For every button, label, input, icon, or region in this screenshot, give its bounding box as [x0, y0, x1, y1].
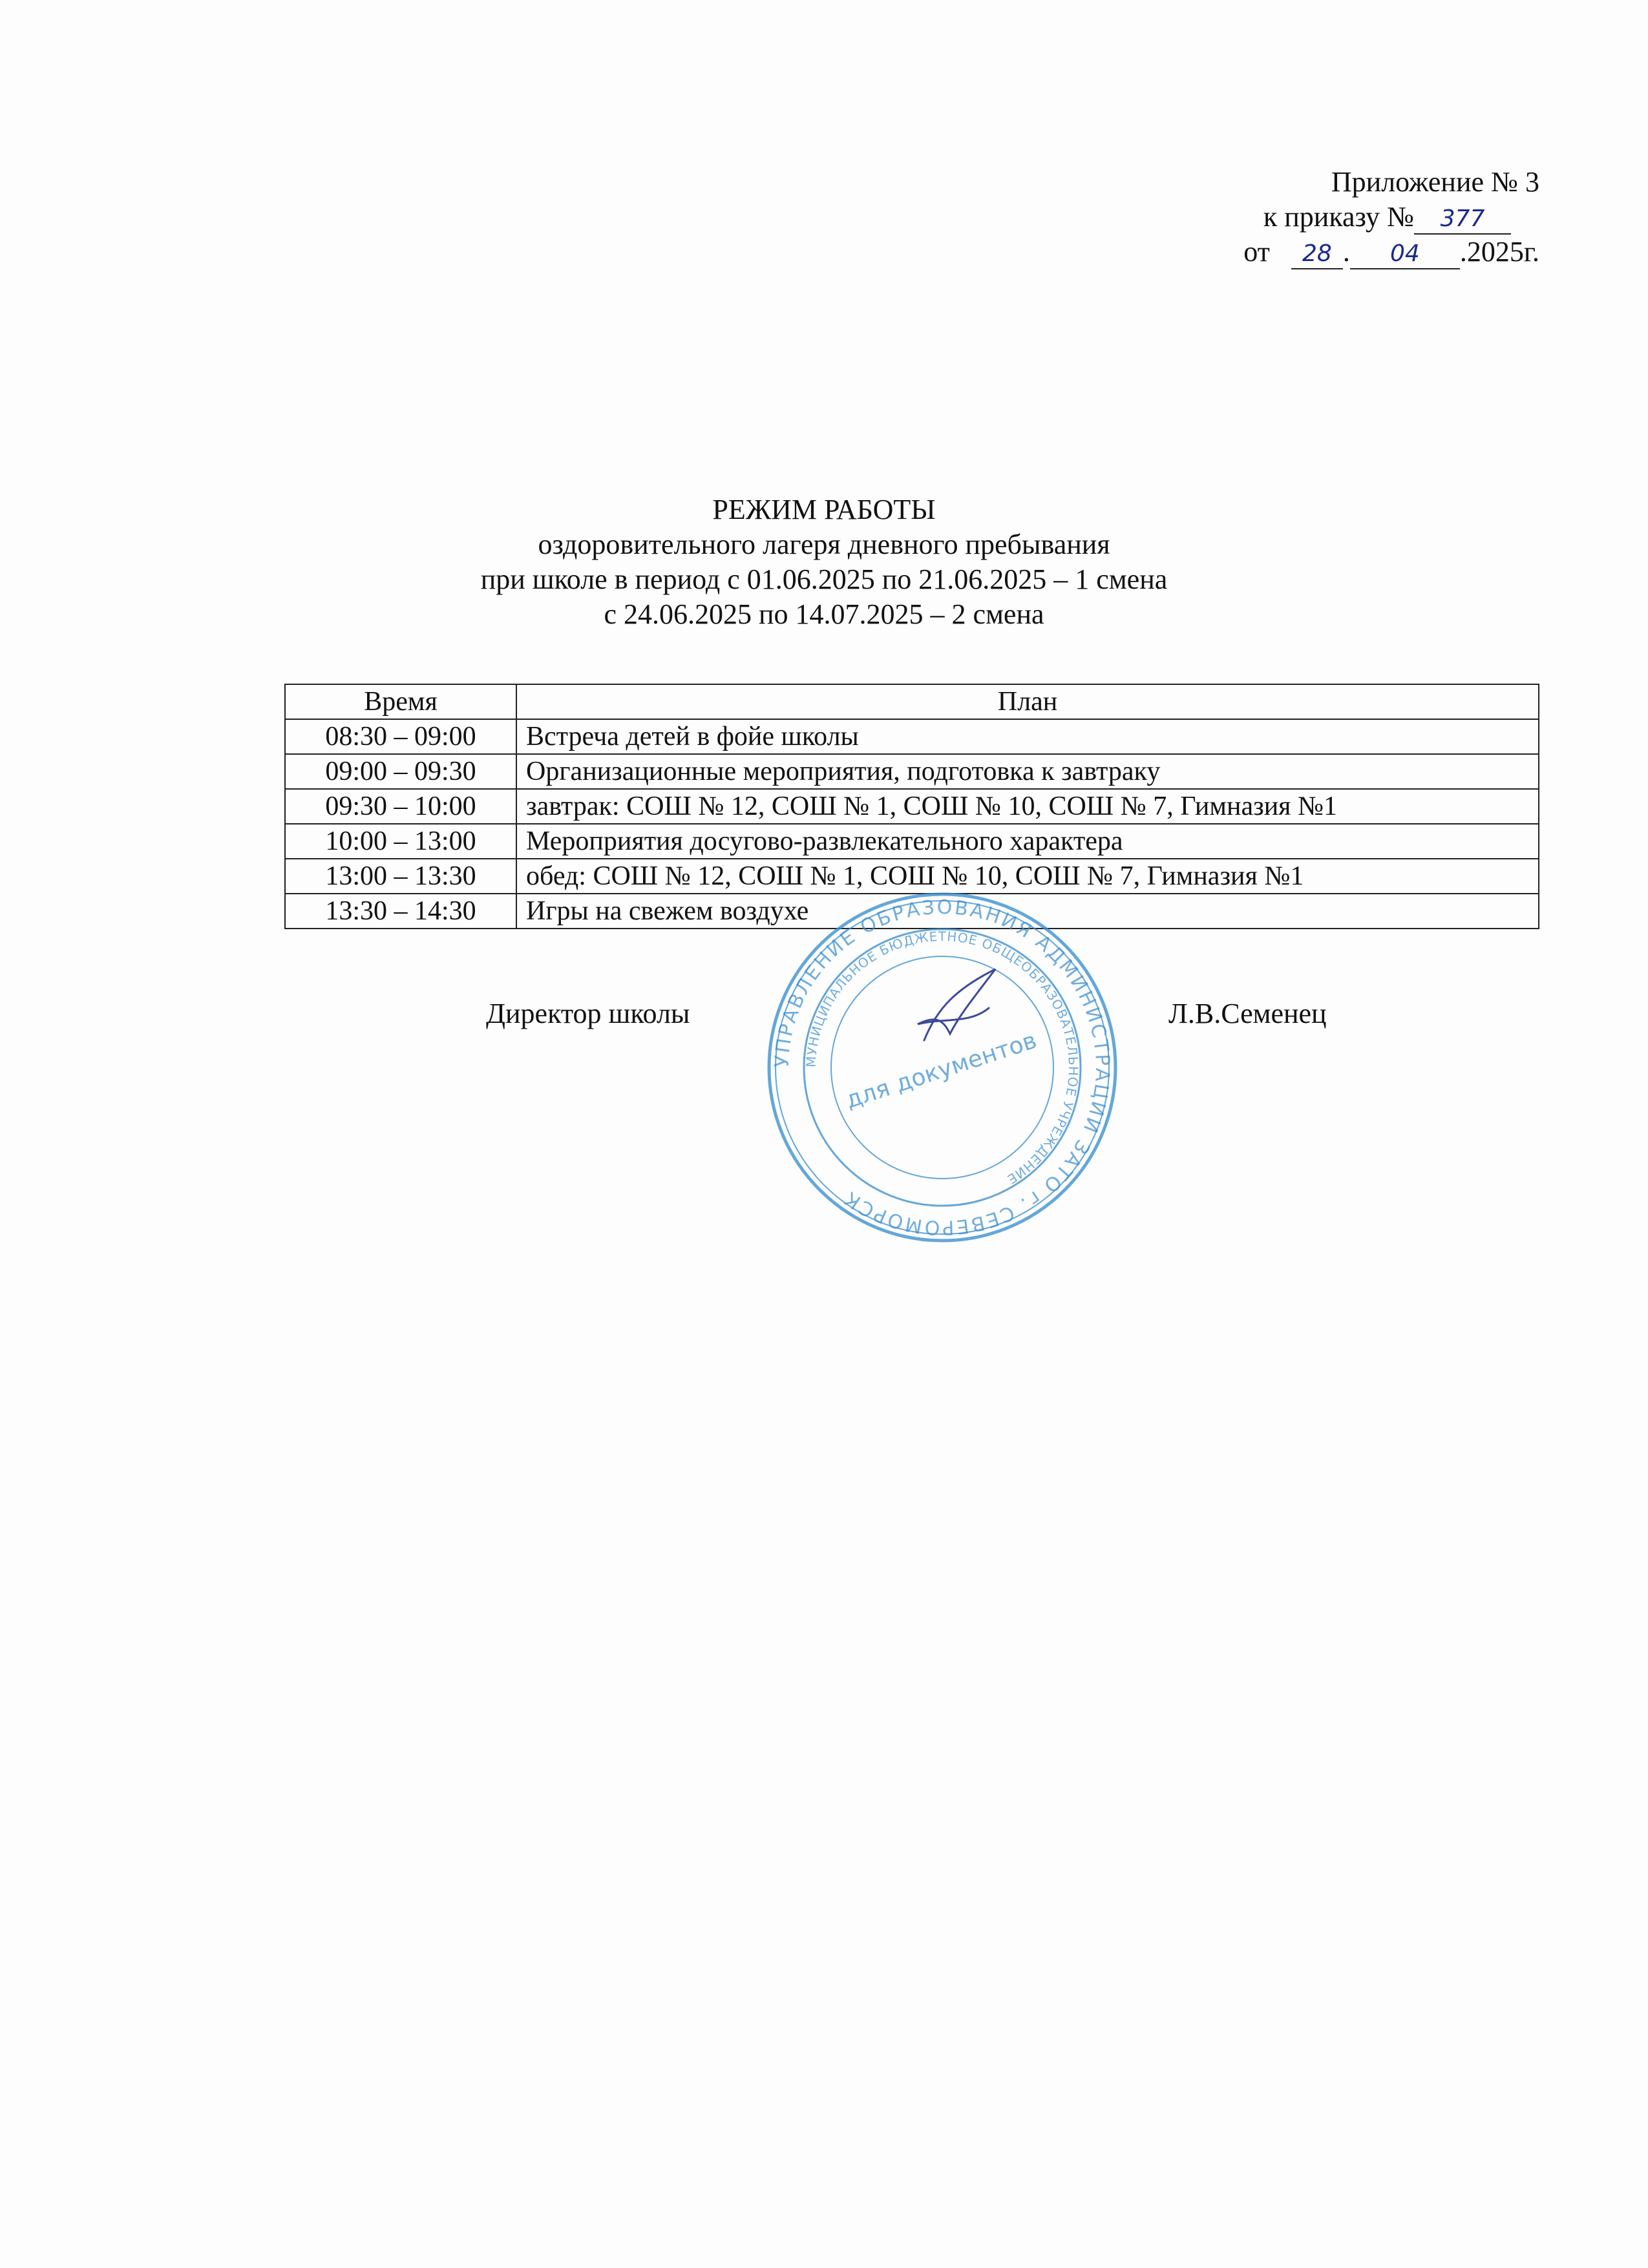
- table-row: [285, 824, 1539, 859]
- date-suffix: .2025г.: [1459, 236, 1539, 268]
- date-prefix: от: [1243, 236, 1270, 268]
- time-cell: 13:00 – 13:30: [285, 859, 516, 894]
- director-name: Л.В.Семенец: [1168, 998, 1327, 1029]
- time-cell: 09:30 – 10:00: [285, 789, 516, 824]
- column-header-plan: План: [516, 684, 1539, 719]
- date-day-field: 28: [1291, 240, 1343, 269]
- signature-mark: [898, 963, 1021, 1047]
- annex-label: Приложение № 3: [1331, 166, 1539, 198]
- document-title: [0, 492, 1648, 632]
- time-cell: 10:00 – 13:00: [285, 824, 516, 859]
- order-number-line: [1243, 200, 1539, 235]
- title-line-3: при школе в период с 01.06.2025 по 21.06.2025 – 1 смена: [480, 563, 1168, 595]
- title-line-4: с 24.06.2025 по 14.07.2025 – 2 смена: [604, 598, 1044, 630]
- official-stamp: [761, 887, 1123, 1248]
- column-header-time: Время: [285, 684, 516, 719]
- time-cell: 13:30 – 14:30: [285, 894, 516, 929]
- plan-cell: обед: СОШ № 12, СОШ № 1, СОШ № 10, СОШ № 7, Гимназия №1: [516, 859, 1539, 894]
- order-date-line: [1243, 235, 1539, 269]
- time-cell: 09:00 – 09:30: [285, 754, 516, 789]
- stamp-center-text: для документов: [842, 1027, 1041, 1114]
- plan-cell: Встреча детей в фойе школы: [516, 719, 1539, 754]
- date-separator: .: [1342, 236, 1350, 268]
- stamp-outer-text: УПРАВЛЕНИЕ ОБРАЗОВАНИЯ АДМИНИСТРАЦИИ ЗАТО г. СЕВЕРОМОРСК: [770, 896, 1114, 1239]
- title-line-1: РЕЖИМ РАБОТЫ: [712, 494, 936, 525]
- order-prefix: к приказу №: [1263, 201, 1414, 233]
- plan-cell: Игры на свежем воздухе: [516, 894, 1539, 929]
- director-title: Директор школы: [486, 998, 690, 1029]
- time-cell: 08:30 – 09:00: [285, 719, 516, 754]
- table-row: [285, 719, 1539, 754]
- title-line-2: оздоровительного лагеря дневного пребывания: [538, 529, 1110, 560]
- plan-cell: Организационные мероприятия, подготовка к завтраку: [516, 754, 1539, 789]
- annex-reference: [1243, 165, 1539, 269]
- plan-cell: Мероприятия досугово-развлекательного характера: [516, 824, 1539, 859]
- table-header-row: [285, 684, 1539, 719]
- stamp-inner-text: МУНИЦИПАЛЬНОЕ БЮДЖЕТНОЕ ОБЩЕОБРАЗОВАТЕЛЬНОЕ УЧРЕЖДЕНИЕ: [803, 928, 1082, 1188]
- plan-cell: завтрак: СОШ № 12, СОШ № 1, СОШ № 10, СОШ № 7, Гимназия №1: [516, 789, 1539, 824]
- order-number-field: 377: [1414, 205, 1511, 235]
- table-row: [285, 754, 1539, 789]
- table-row: [285, 789, 1539, 824]
- date-month-field: 04: [1350, 240, 1460, 269]
